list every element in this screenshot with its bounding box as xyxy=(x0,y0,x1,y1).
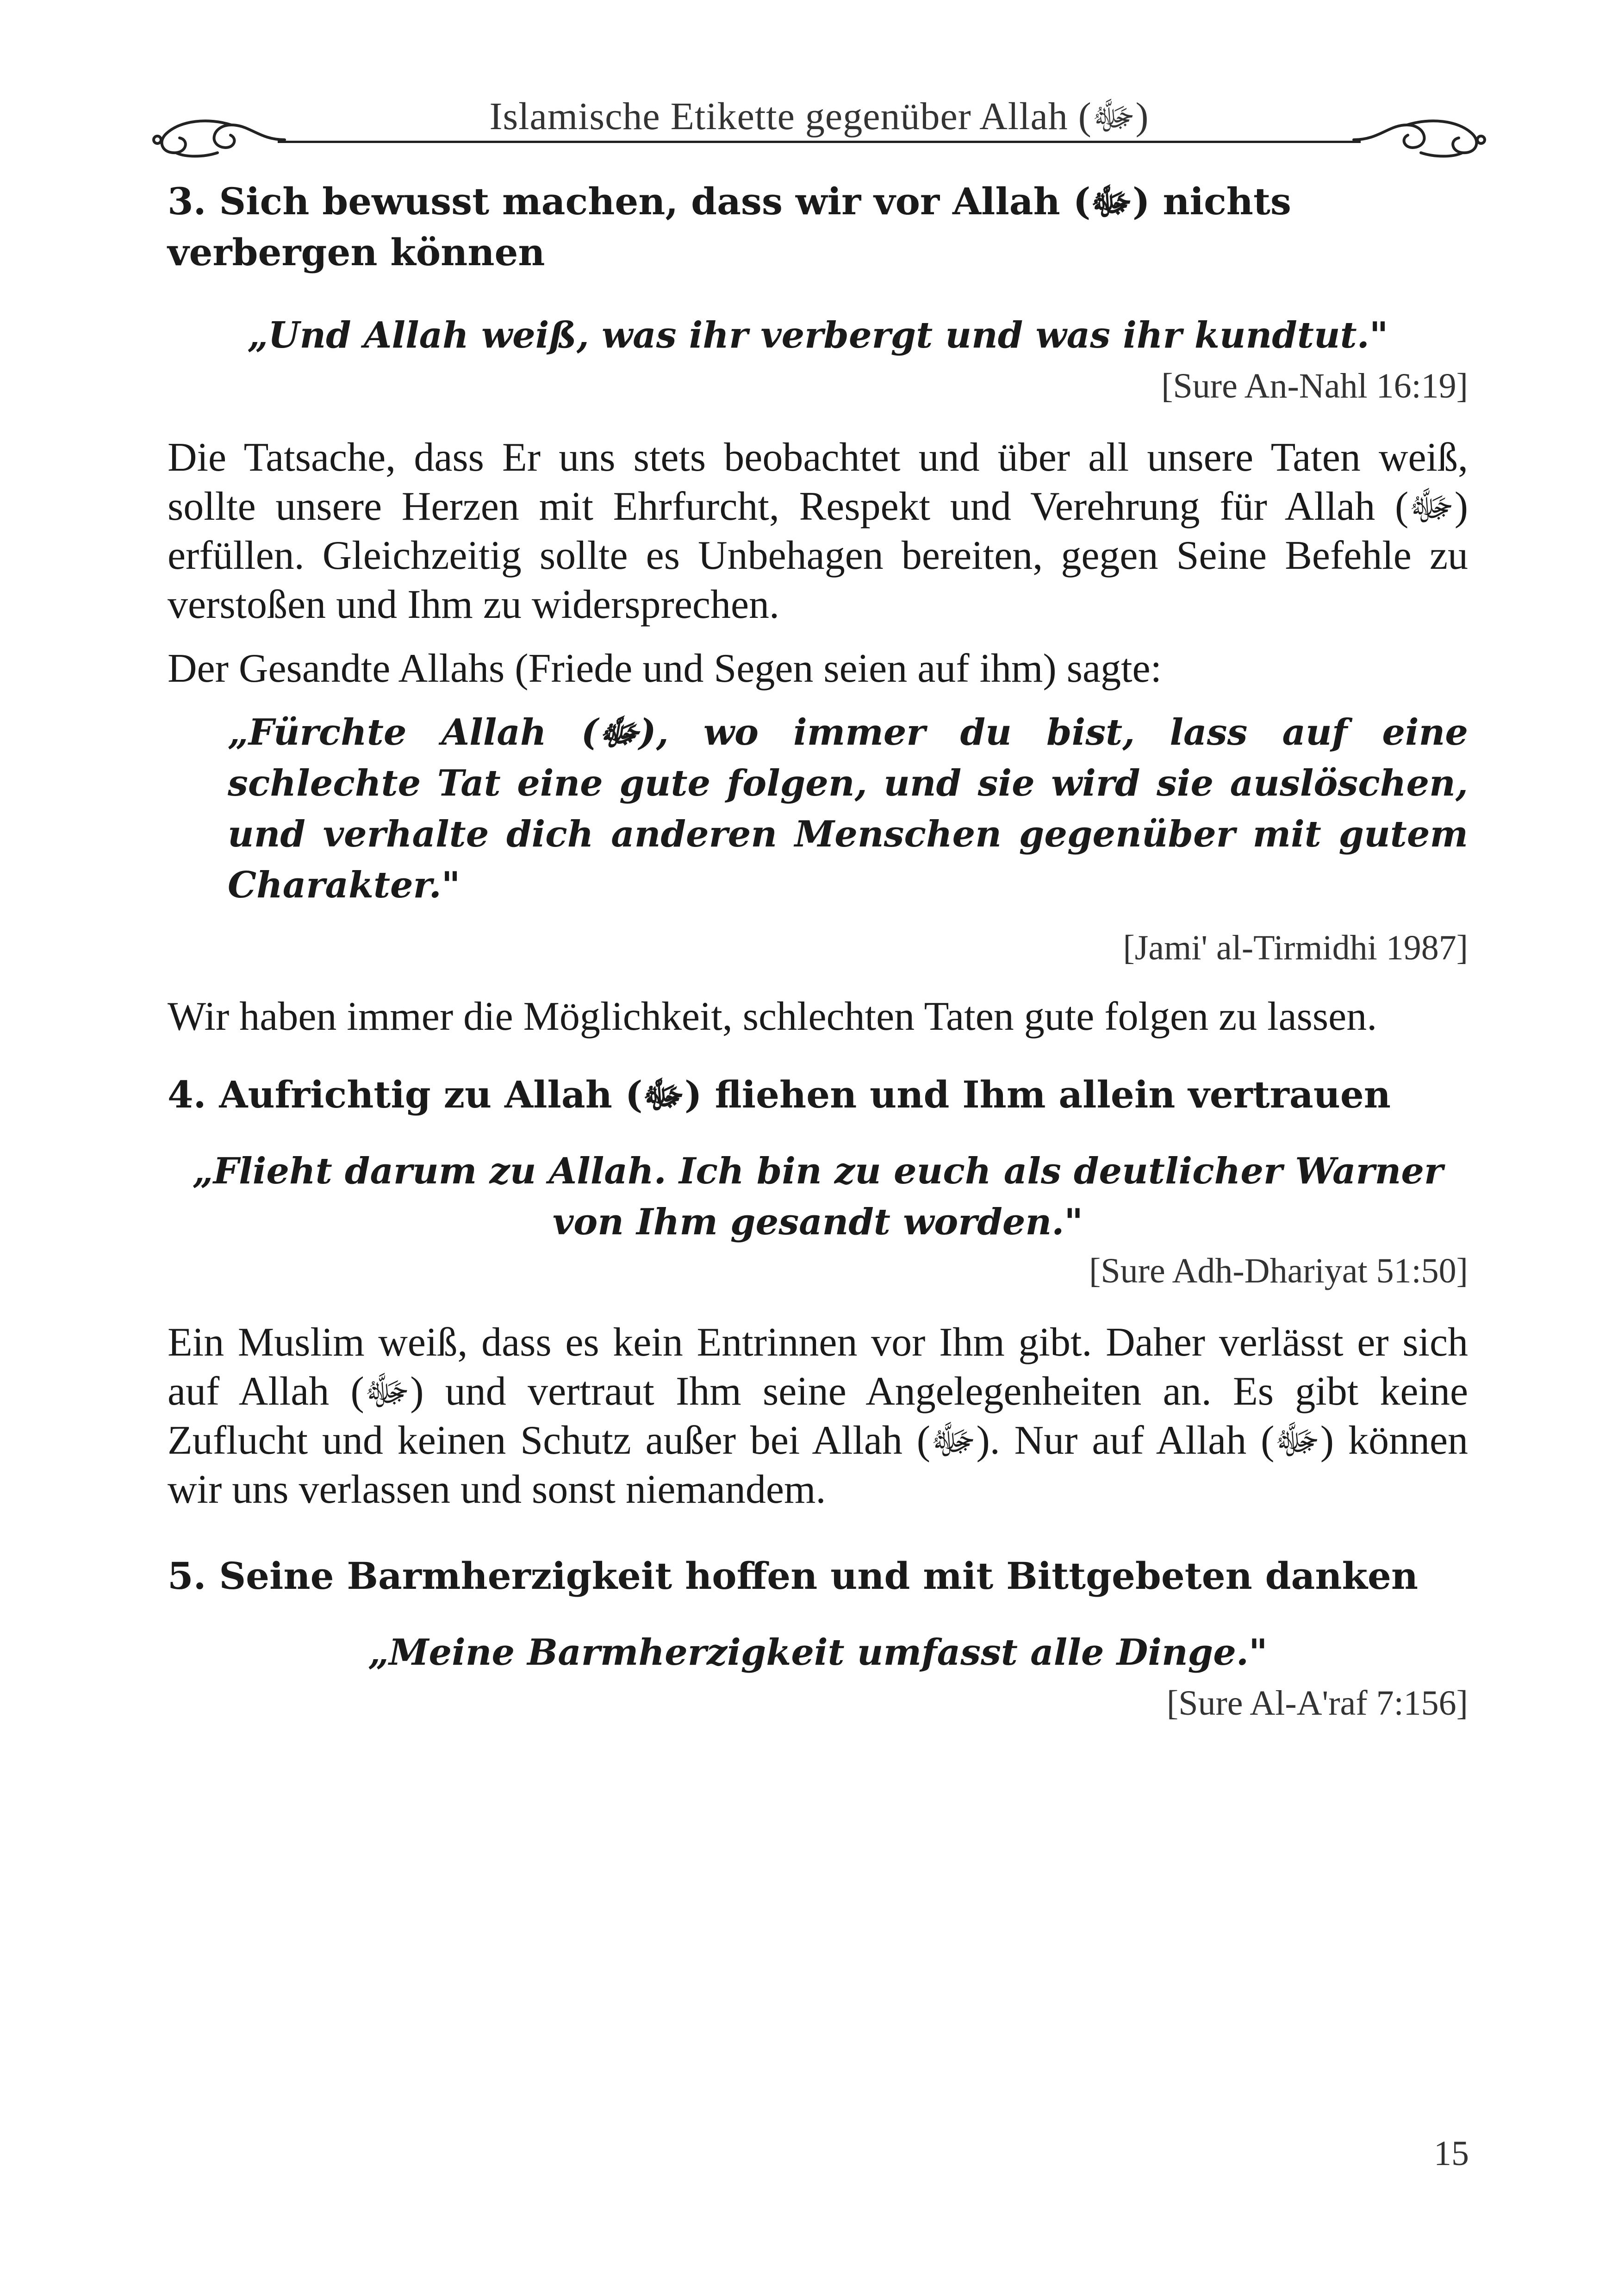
hadith-reference: [Jami' al-Tirmidhi 1987] xyxy=(1123,928,1468,967)
quran-quote-line: von Ihm gesandt worden." xyxy=(552,1201,1083,1243)
running-header xyxy=(148,93,1490,167)
hadith-quote: „Fürchte Allah (ﷻ), wo immer du bist, lass auf eine schlechte Tat eine gute folgen, und sie wird sie auslöschen, und verhalte dich anderen Menschen gegenüber mit gutem Charakter." xyxy=(228,711,1468,906)
quran-quote-line: „Flieht darum zu Allah. Ich bin zu euch als deutlicher Warner xyxy=(192,1150,1444,1192)
section-heading-3: 3. Sich bewusst machen, dass wir vor Allah (ﷻ) nichts verbergen können xyxy=(168,180,1291,274)
body-paragraph: Der Gesandte Allahs (Friede und Segen seien auf ihm) sagte: xyxy=(168,646,1162,691)
quote-reference: [Sure Al-A'raf 7:156] xyxy=(1166,1684,1468,1723)
section-heading-4: 4. Aufrichtig zu Allah (ﷻ) fliehen und Ihm allein vertrauen xyxy=(168,1073,1391,1116)
body-paragraph: Die Tatsache, dass Er uns stets beobachtet und über all unsere Taten weiß, sollte unsere Herzen mit Ehrfurcht, Respekt und Verehrung für Allah (ﷻ) erfüllen. Gleichzeitig sollte es Unbehagen bereiten, gegen Seine Befehle zu verstoßen und Ihm zu widersprechen. xyxy=(168,435,1468,627)
quran-quote: „Und Allah weiß, was ihr verbergt und was ihr kundtut." xyxy=(247,314,1388,356)
page-number: 15 xyxy=(1434,2134,1469,2173)
flourish-ornament-right-icon xyxy=(1351,111,1490,162)
body-paragraph: Ein Muslim weiß, dass es kein Entrinnen vor Ihm gibt. Daher verlässt er sich auf Allah (ﷻ) und vertraut Ihm seine Angelegenheiten an. Es gibt keine Zuflucht und keinen Schutz außer bei Allah (ﷻ). Nur auf Allah (ﷻ) können wir uns verlassen und sonst niemandem. xyxy=(168,1320,1469,1512)
body-paragraph: Wir haben immer die Möglichkeit, schlechten Taten gute folgen zu lassen. xyxy=(168,994,1377,1039)
section-heading-5: 5. Seine Barmherzigkeit hoffen und mit Bittgebeten danken xyxy=(168,1554,1419,1598)
quote-reference: [Sure An-Nahl 16:19] xyxy=(1161,367,1468,405)
page-content xyxy=(168,176,1468,1726)
quote-reference: [Sure Adh-Dhariyat 51:50] xyxy=(1089,1251,1468,1290)
header-title: Islamische Etikette gegenüber Allah (ﷻ) xyxy=(489,95,1149,138)
quran-quote: „Meine Barmherzigkeit umfasst alle Dinge." xyxy=(368,1631,1268,1674)
